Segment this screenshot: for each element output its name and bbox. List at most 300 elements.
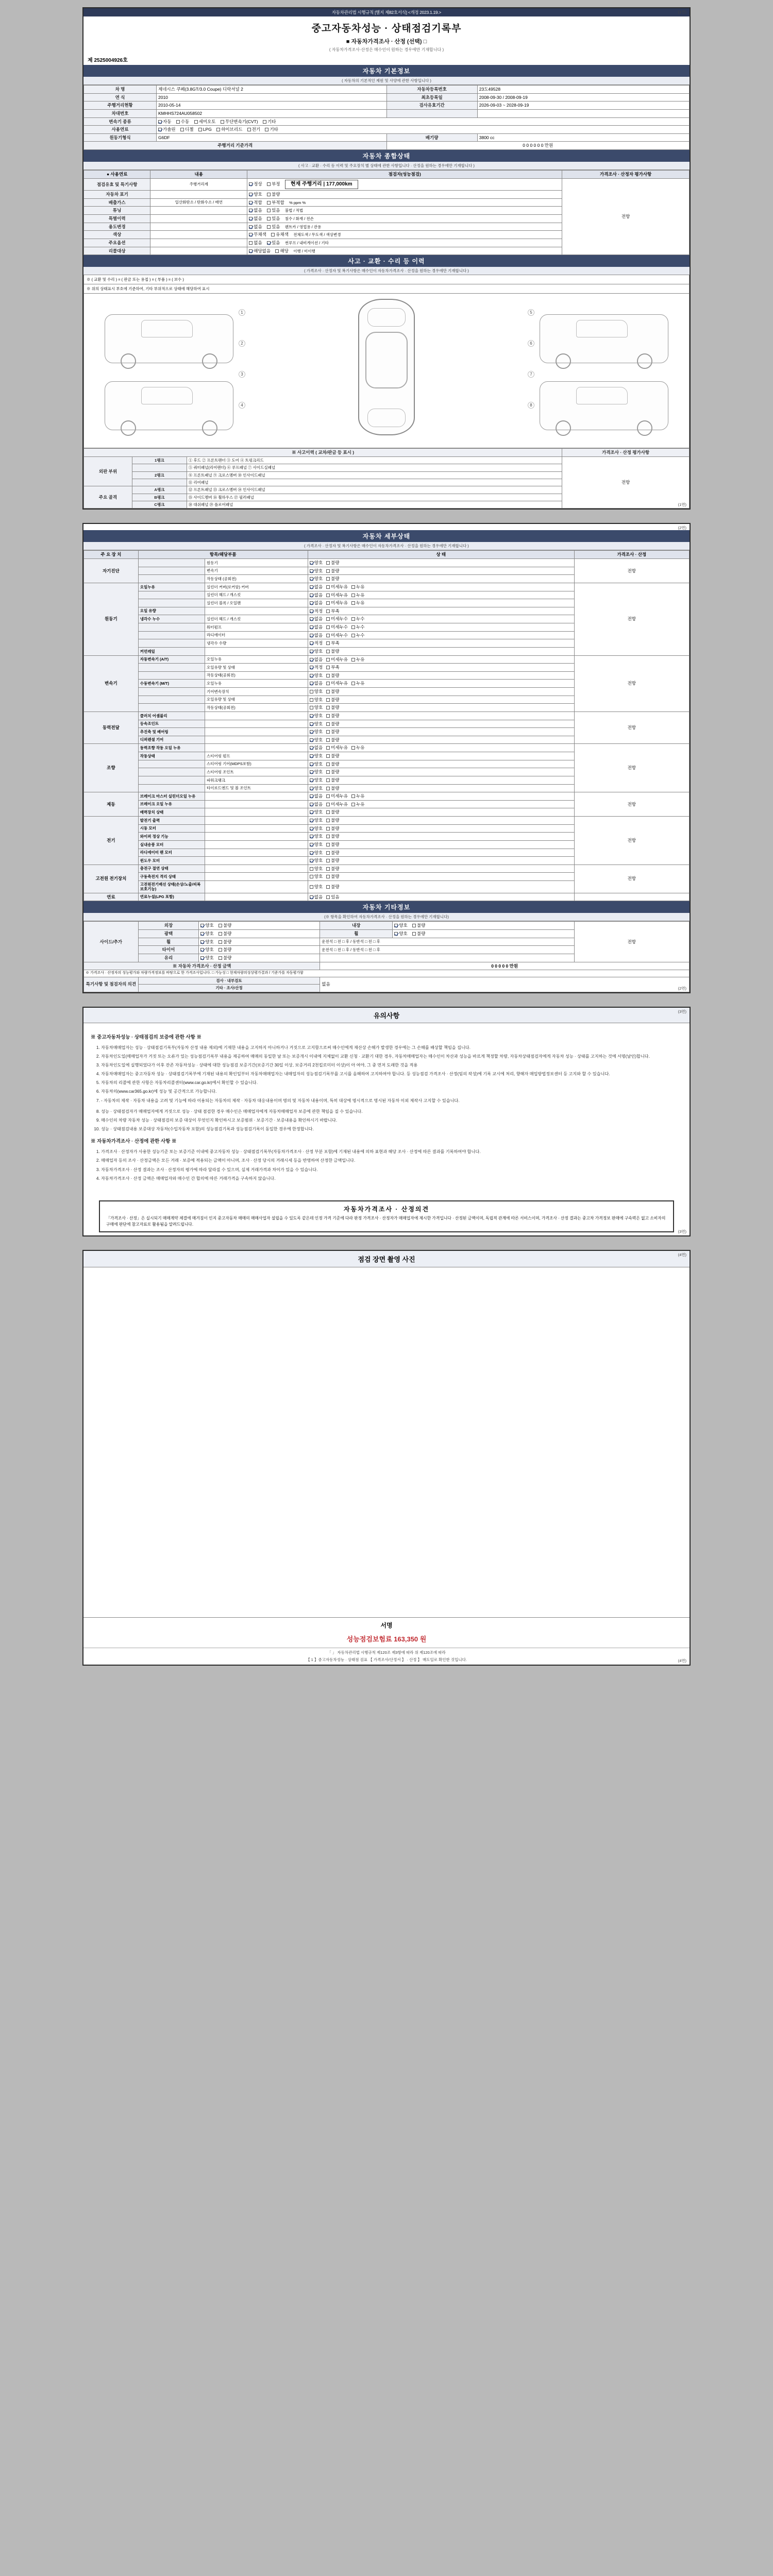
checkbox-icon[interactable] bbox=[326, 895, 330, 899]
checkbox-icon[interactable] bbox=[310, 601, 313, 605]
history-yes[interactable] bbox=[267, 216, 280, 222]
overall-row-2-opts[interactable] bbox=[247, 198, 562, 207]
checkbox-icon[interactable] bbox=[310, 625, 313, 629]
detail-opt-1-6-1[interactable] bbox=[326, 633, 348, 638]
detail-opt-5-1-2[interactable] bbox=[351, 802, 364, 807]
vin-ok[interactable] bbox=[249, 192, 262, 197]
detail-opt-8-0-1[interactable] bbox=[326, 894, 339, 900]
polish-bad[interactable] bbox=[219, 931, 231, 937]
checkbox-icon[interactable] bbox=[310, 827, 313, 831]
checkbox-icon[interactable] bbox=[326, 770, 330, 774]
checkbox-icon[interactable] bbox=[326, 754, 330, 758]
detail-opt-1-6-2[interactable] bbox=[351, 633, 364, 638]
checkbox-icon[interactable] bbox=[326, 875, 330, 878]
checkbox-icon[interactable] bbox=[351, 803, 355, 806]
detail-item-5-0-label: 브레이크 마스터 실린더오일 누유 bbox=[138, 792, 205, 801]
detail-item-2-6-options[interactable] bbox=[308, 704, 574, 712]
detail-item-7-2-options[interactable] bbox=[308, 881, 574, 893]
interior-ok[interactable] bbox=[394, 923, 407, 928]
checkbox-icon[interactable] bbox=[310, 843, 313, 846]
detail-opt-1-3-1[interactable] bbox=[326, 608, 339, 614]
detail-opt-0-0-0[interactable] bbox=[310, 560, 323, 566]
detail-item-2-1-options[interactable] bbox=[308, 664, 574, 672]
exterior-ok[interactable] bbox=[200, 923, 213, 928]
detail-item-3-1-options[interactable] bbox=[308, 720, 574, 728]
checkbox-icon[interactable] bbox=[351, 617, 355, 621]
detail-opt-1-5-0[interactable] bbox=[310, 624, 323, 630]
checkbox-icon[interactable] bbox=[310, 885, 313, 889]
checkbox-icon[interactable] bbox=[351, 746, 355, 750]
detail-opt-1-1-2[interactable] bbox=[351, 592, 364, 598]
checkbox-icon[interactable] bbox=[326, 585, 330, 589]
odo-normal[interactable] bbox=[249, 181, 262, 187]
interior-bad[interactable] bbox=[412, 923, 425, 928]
checkbox-icon[interactable] bbox=[326, 762, 330, 766]
detail-item-6-1-options[interactable] bbox=[308, 824, 574, 833]
checkbox-icon[interactable] bbox=[326, 738, 330, 742]
checkbox-icon[interactable] bbox=[326, 778, 330, 782]
usage-yes[interactable] bbox=[267, 224, 280, 230]
detail-opt-4-5-0[interactable] bbox=[310, 786, 323, 791]
detail-item-4-3-options[interactable] bbox=[308, 768, 574, 776]
other-row-0-opts2[interactable] bbox=[393, 922, 575, 930]
checkbox-icon[interactable] bbox=[310, 706, 313, 709]
detail-item-4-0-options[interactable] bbox=[308, 744, 574, 752]
color-achromatic[interactable] bbox=[249, 232, 266, 238]
detail-opt-5-0-2[interactable] bbox=[351, 793, 364, 799]
checkbox-icon[interactable] bbox=[326, 561, 330, 565]
detail-item-4-1-options[interactable] bbox=[308, 752, 574, 760]
detail-opt-5-1-1[interactable] bbox=[326, 802, 348, 807]
checkbox-icon[interactable] bbox=[310, 698, 313, 702]
checkbox-icon[interactable] bbox=[326, 722, 330, 726]
checkbox-icon[interactable] bbox=[326, 851, 330, 855]
transmission-opt-auto[interactable] bbox=[158, 119, 171, 125]
detail-opt-1-0-1[interactable] bbox=[326, 584, 348, 590]
checkbox-icon[interactable] bbox=[310, 650, 313, 653]
detail-opt-7-0-0[interactable] bbox=[310, 866, 323, 872]
detail-opt-1-4-2[interactable] bbox=[351, 616, 364, 622]
checkbox-icon[interactable] bbox=[326, 819, 330, 822]
checkbox-icon[interactable] bbox=[310, 778, 313, 782]
checkbox-icon[interactable] bbox=[310, 738, 313, 742]
checkbox-icon[interactable] bbox=[326, 843, 330, 846]
checkbox-icon[interactable] bbox=[326, 594, 330, 597]
other-row-4-opts[interactable] bbox=[199, 954, 320, 962]
checkbox-icon[interactable] bbox=[326, 609, 330, 613]
checkbox-icon[interactable] bbox=[326, 706, 330, 709]
detail-item-0-1-options[interactable] bbox=[308, 567, 574, 575]
checkbox-icon[interactable] bbox=[326, 569, 330, 573]
other-row-0-opts[interactable] bbox=[199, 922, 320, 930]
detail-item-2-4-options[interactable] bbox=[308, 688, 574, 696]
tuning-none[interactable] bbox=[249, 208, 262, 213]
overall-row-8-opts[interactable] bbox=[247, 247, 562, 255]
detail-opt-5-0-0[interactable] bbox=[310, 793, 323, 799]
detail-opt-4-1-0[interactable] bbox=[310, 753, 323, 759]
fuel-options[interactable] bbox=[157, 126, 690, 134]
checkbox-icon[interactable] bbox=[310, 895, 313, 899]
checkbox-icon[interactable] bbox=[326, 682, 330, 685]
detail-opt-4-0-2[interactable] bbox=[351, 745, 364, 751]
detail-item-4-2-options[interactable] bbox=[308, 760, 574, 768]
option-yes[interactable] bbox=[267, 240, 280, 246]
basic-label-3: 차대번호 bbox=[84, 109, 157, 117]
detail-item-4-5-options[interactable] bbox=[308, 784, 574, 792]
checkbox-icon[interactable] bbox=[310, 819, 313, 822]
exterior-bad[interactable] bbox=[219, 923, 231, 928]
detail-opt-1-0-0[interactable] bbox=[310, 584, 323, 590]
checkbox-icon[interactable] bbox=[326, 625, 330, 629]
checkbox-icon[interactable] bbox=[326, 794, 330, 798]
checkbox-icon[interactable] bbox=[310, 803, 313, 806]
detail-opt-1-6-0[interactable] bbox=[310, 633, 323, 638]
detail-item-1-5-options[interactable] bbox=[308, 623, 574, 632]
detail-opt-2-6-1[interactable] bbox=[326, 705, 339, 710]
color-chromatic[interactable] bbox=[271, 232, 289, 238]
detail-opt-2-4-0[interactable] bbox=[310, 689, 323, 694]
detail-opt-2-4-1[interactable] bbox=[326, 689, 339, 694]
tuning-yes-label: 있음 bbox=[272, 208, 280, 213]
detail-opt-5-1-0[interactable] bbox=[310, 802, 323, 807]
detail-item-6-4-options[interactable] bbox=[308, 849, 574, 857]
checkbox-icon[interactable] bbox=[310, 746, 313, 750]
detail-item-1-2-options[interactable] bbox=[308, 599, 574, 607]
detail-item-2-3-options[interactable] bbox=[308, 680, 574, 688]
checkbox-icon[interactable] bbox=[326, 746, 330, 750]
car-damage-diagram[interactable] bbox=[83, 294, 690, 448]
detail-opt-3-2-1[interactable] bbox=[326, 729, 339, 735]
detail-opt-5-2-1[interactable] bbox=[326, 809, 339, 815]
detail-opt-4-2-1[interactable] bbox=[326, 761, 339, 767]
checkbox-icon[interactable] bbox=[310, 851, 313, 855]
checkbox-icon[interactable] bbox=[310, 634, 313, 637]
checkbox-icon[interactable] bbox=[326, 810, 330, 814]
tire-bad[interactable] bbox=[219, 947, 231, 953]
checkbox-icon[interactable] bbox=[310, 641, 313, 645]
other-row-1-opts2[interactable] bbox=[393, 930, 575, 938]
checkbox-icon[interactable] bbox=[310, 754, 313, 758]
detail-opt-7-0-1[interactable] bbox=[326, 866, 339, 872]
checkbox-icon[interactable] bbox=[310, 859, 313, 862]
detail-opt-2-0-0[interactable] bbox=[310, 657, 323, 663]
detail-opt-7-2-1[interactable] bbox=[326, 884, 339, 890]
detail-opt-5-0-1[interactable] bbox=[326, 793, 348, 799]
overall-row-5-opts[interactable] bbox=[247, 223, 562, 231]
detail-opt-1-7-0[interactable] bbox=[310, 640, 323, 646]
detail-opt-2-3-1[interactable] bbox=[326, 681, 348, 686]
checkbox-icon[interactable] bbox=[310, 810, 313, 814]
detail-opt-2-6-0[interactable] bbox=[310, 705, 323, 710]
checkbox-icon[interactable] bbox=[326, 714, 330, 718]
checkbox-icon[interactable] bbox=[326, 650, 330, 653]
transmission-opt-cvt[interactable] bbox=[221, 119, 258, 125]
detail-item-1-0-options[interactable] bbox=[308, 583, 574, 591]
detail-opt-2-2-0[interactable] bbox=[310, 673, 323, 679]
fuel-opt-diesel[interactable] bbox=[180, 127, 193, 132]
detail-opt-label: 양호 bbox=[314, 809, 323, 815]
detail-item-6-2-options[interactable] bbox=[308, 833, 574, 841]
checkbox-icon[interactable] bbox=[310, 722, 313, 726]
detail-opt-0-1-1[interactable] bbox=[326, 568, 339, 574]
other-row-2-opts[interactable] bbox=[199, 938, 320, 946]
checkbox-icon[interactable] bbox=[310, 682, 313, 685]
other-row-3-opts[interactable] bbox=[199, 946, 320, 954]
detail-opt-1-7-1[interactable] bbox=[326, 640, 339, 646]
detail-item-3-3-options[interactable] bbox=[308, 736, 574, 744]
wheel2-ok[interactable] bbox=[394, 931, 407, 937]
detail-item-5-0-options[interactable] bbox=[308, 792, 574, 801]
detail-opt-6-4-1[interactable] bbox=[326, 850, 339, 856]
detail-opt-4-4-1[interactable] bbox=[326, 777, 339, 783]
detail-item-2-0-options[interactable] bbox=[308, 655, 574, 664]
detail-opt-4-4-0[interactable] bbox=[310, 777, 323, 783]
detail-opt-2-5-1[interactable] bbox=[326, 697, 339, 703]
overall-row-3-opts[interactable] bbox=[247, 207, 562, 215]
checkbox-icon[interactable] bbox=[326, 674, 330, 677]
checkbox-icon[interactable] bbox=[351, 585, 355, 589]
checkbox-icon[interactable] bbox=[326, 867, 330, 871]
overall-row-1-opts[interactable] bbox=[247, 191, 562, 199]
detail-item-0-2-options[interactable] bbox=[308, 575, 574, 583]
checkbox-icon[interactable] bbox=[310, 835, 313, 838]
detail-opt-1-8-0[interactable] bbox=[310, 649, 323, 654]
checkbox-icon[interactable] bbox=[326, 577, 330, 581]
checkbox-icon[interactable] bbox=[310, 609, 313, 613]
checkbox-icon[interactable] bbox=[310, 577, 313, 581]
checkbox-icon[interactable] bbox=[326, 617, 330, 621]
detail-opt-6-1-0[interactable] bbox=[310, 826, 323, 832]
usage-none[interactable] bbox=[249, 224, 262, 230]
detail-opt-1-2-0[interactable] bbox=[310, 600, 323, 606]
detail-opt-1-8-1[interactable] bbox=[326, 649, 339, 654]
checkbox-icon[interactable] bbox=[351, 658, 355, 662]
checkbox-icon[interactable] bbox=[351, 601, 355, 605]
detail-opt-4-2-0[interactable] bbox=[310, 761, 323, 767]
detail-opt-1-3-0[interactable] bbox=[310, 608, 323, 614]
recall-na[interactable] bbox=[249, 248, 271, 254]
detail-item-3-2-options[interactable] bbox=[308, 728, 574, 736]
detail-opt-0-2-0[interactable] bbox=[310, 576, 323, 582]
checkbox-icon[interactable] bbox=[310, 787, 313, 790]
fuel-opt-hybrid[interactable] bbox=[216, 127, 242, 132]
detail-item-1-7-options[interactable] bbox=[308, 639, 574, 648]
detail-opt-2-0-2[interactable] bbox=[351, 657, 364, 663]
detail-item-1-3-options[interactable] bbox=[308, 607, 574, 615]
detail-opt-1-2-1[interactable] bbox=[326, 600, 348, 606]
detail-opt-7-2-0[interactable] bbox=[310, 884, 323, 890]
checkbox-icon[interactable] bbox=[326, 601, 330, 605]
tire-ok[interactable] bbox=[200, 947, 213, 953]
detail-opt-2-1-1[interactable] bbox=[326, 665, 339, 670]
detail-opt-4-3-1[interactable] bbox=[326, 769, 339, 775]
detail-opt-1-5-1[interactable] bbox=[326, 624, 348, 630]
checkbox-icon[interactable] bbox=[326, 658, 330, 662]
detail-opt-6-5-0[interactable] bbox=[310, 858, 323, 863]
detail-item-6-3-options[interactable] bbox=[308, 840, 574, 849]
detail-opt-1-5-2[interactable] bbox=[351, 624, 364, 630]
checkbox-icon[interactable] bbox=[326, 787, 330, 790]
glass-ok[interactable] bbox=[200, 955, 213, 961]
checkbox-icon[interactable] bbox=[310, 875, 313, 878]
detail-item-1-6-options[interactable] bbox=[308, 631, 574, 639]
detail-item-7-1-options[interactable] bbox=[308, 873, 574, 881]
checkbox-icon[interactable] bbox=[326, 835, 330, 838]
checkbox-icon[interactable] bbox=[326, 827, 330, 831]
detail-opt-2-0-1[interactable] bbox=[326, 657, 348, 663]
checkbox-icon[interactable] bbox=[351, 634, 355, 637]
detail-opt-1-2-2[interactable] bbox=[351, 600, 364, 606]
checkbox-icon[interactable] bbox=[351, 625, 355, 629]
checkbox-icon[interactable] bbox=[310, 617, 313, 621]
checkbox-icon[interactable] bbox=[310, 585, 313, 589]
checkbox-icon[interactable] bbox=[310, 690, 313, 693]
detail-opt-1-0-2[interactable] bbox=[351, 584, 364, 590]
checkbox-icon[interactable] bbox=[351, 682, 355, 685]
checkbox-icon[interactable] bbox=[326, 641, 330, 645]
checkbox-icon[interactable] bbox=[326, 690, 330, 693]
detail-opt-2-3-2[interactable] bbox=[351, 681, 364, 686]
detail-item-7-0-options[interactable] bbox=[308, 865, 574, 873]
detail-opt-1-1-1[interactable] bbox=[326, 592, 348, 598]
detail-opt-6-0-0[interactable] bbox=[310, 818, 323, 823]
checkbox-icon[interactable] bbox=[310, 714, 313, 718]
detail-item-1-8-options[interactable] bbox=[308, 647, 574, 655]
detail-opt-6-2-1[interactable] bbox=[326, 834, 339, 839]
vin-bad[interactable] bbox=[267, 192, 280, 197]
detail-opt-4-5-1[interactable] bbox=[326, 786, 339, 791]
detail-item-6-5-options[interactable] bbox=[308, 857, 574, 865]
checkbox-icon[interactable] bbox=[326, 803, 330, 806]
detail-item-8-0-options[interactable] bbox=[308, 893, 574, 901]
transmission-opt-other[interactable] bbox=[263, 119, 276, 125]
detail-opt-8-0-0[interactable] bbox=[310, 894, 323, 900]
checkbox-icon[interactable] bbox=[326, 859, 330, 862]
detail-item-5-1-options[interactable] bbox=[308, 800, 574, 808]
recall-yes[interactable] bbox=[275, 248, 288, 254]
checkbox-icon[interactable] bbox=[310, 561, 313, 565]
detail-item-6-0-options[interactable] bbox=[308, 817, 574, 825]
fuel-opt-electric[interactable] bbox=[247, 127, 260, 132]
detail-opt-3-3-1[interactable] bbox=[326, 737, 339, 743]
detail-opt-6-4-0[interactable] bbox=[310, 850, 323, 856]
checkbox-icon[interactable] bbox=[310, 594, 313, 597]
detail-opt-0-0-1[interactable] bbox=[326, 560, 339, 566]
checkbox-icon[interactable] bbox=[326, 698, 330, 702]
odo-abnormal[interactable] bbox=[267, 181, 280, 187]
checkbox-icon[interactable] bbox=[326, 730, 330, 734]
option-none[interactable] bbox=[249, 240, 262, 246]
detail-opt-5-2-0[interactable] bbox=[310, 809, 323, 815]
detail-opt-0-1-0[interactable] bbox=[310, 568, 323, 574]
checkbox-icon[interactable] bbox=[310, 730, 313, 734]
detail-opt-3-2-0[interactable] bbox=[310, 729, 323, 735]
overall-row-0-opts[interactable] bbox=[247, 178, 562, 191]
detail-item-2-2-options[interactable] bbox=[308, 671, 574, 680]
detail-item-3-0-options[interactable] bbox=[308, 711, 574, 720]
fuel-opt-lpg[interactable] bbox=[198, 127, 212, 132]
detail-opt-2-3-0[interactable] bbox=[310, 681, 323, 686]
detail-opt-6-3-1[interactable] bbox=[326, 842, 339, 848]
detail-opt-0-2-1[interactable] bbox=[326, 576, 339, 582]
wheel2-bad[interactable] bbox=[412, 931, 425, 937]
other-row-4-mid bbox=[320, 954, 575, 962]
detail-opt-7-1-0[interactable] bbox=[310, 874, 323, 879]
transmission-opt-manual[interactable] bbox=[176, 119, 189, 125]
detail-opt-3-1-0[interactable] bbox=[310, 721, 323, 727]
detail-opt-2-5-0[interactable] bbox=[310, 697, 323, 703]
detail-opt-3-1-1[interactable] bbox=[326, 721, 339, 727]
checkbox-icon[interactable] bbox=[351, 794, 355, 798]
detail-opt-1-1-0[interactable] bbox=[310, 592, 323, 598]
wheel-bad[interactable] bbox=[219, 939, 231, 945]
emission-bad[interactable] bbox=[267, 200, 284, 206]
checkbox-icon[interactable] bbox=[326, 666, 330, 669]
overall-row-7-opts[interactable] bbox=[247, 239, 562, 247]
detail-item-1-4-options[interactable] bbox=[308, 615, 574, 623]
checkbox-icon[interactable] bbox=[310, 794, 313, 798]
detail-item-5-2-options[interactable] bbox=[308, 808, 574, 817]
checkbox-icon[interactable] bbox=[310, 867, 313, 871]
glass-bad[interactable] bbox=[219, 955, 231, 961]
detail-opt-2-2-1[interactable] bbox=[326, 673, 339, 679]
checkbox-icon[interactable] bbox=[326, 885, 330, 889]
detail-opt-6-5-1[interactable] bbox=[326, 858, 339, 863]
detail-opt-3-0-1[interactable] bbox=[326, 713, 339, 719]
detail-opt-1-4-1[interactable] bbox=[326, 616, 348, 622]
detail-opt-7-1-1[interactable] bbox=[326, 874, 339, 879]
detail-opt-3-0-0[interactable] bbox=[310, 713, 323, 719]
detail-opt-4-1-1[interactable] bbox=[326, 753, 339, 759]
detail-item-0-0-options[interactable] bbox=[308, 559, 574, 567]
detail-opt-1-4-0[interactable] bbox=[310, 616, 323, 622]
checkbox-icon[interactable] bbox=[310, 674, 313, 677]
checkbox-icon[interactable] bbox=[326, 634, 330, 637]
checkbox-icon[interactable] bbox=[310, 666, 313, 669]
detail-opt-6-1-1[interactable] bbox=[326, 826, 339, 832]
transmission-opt-semi[interactable] bbox=[194, 119, 216, 125]
checkbox-icon[interactable] bbox=[310, 658, 313, 662]
detail-opt-2-1-0[interactable] bbox=[310, 665, 323, 670]
detail-opt-6-3-0[interactable] bbox=[310, 842, 323, 848]
history-none[interactable] bbox=[249, 216, 262, 222]
overall-row-4-opts[interactable] bbox=[247, 215, 562, 223]
checkbox-icon[interactable] bbox=[310, 762, 313, 766]
tuning-yes[interactable] bbox=[267, 208, 280, 213]
emission-ok[interactable] bbox=[249, 200, 262, 206]
checkbox-icon[interactable] bbox=[351, 594, 355, 597]
detail-opt-3-3-0[interactable] bbox=[310, 737, 323, 743]
detail-opt-6-2-0[interactable] bbox=[310, 834, 323, 839]
checkbox-icon[interactable] bbox=[310, 770, 313, 774]
other-row-1-opts[interactable] bbox=[199, 930, 320, 938]
detail-opt-6-0-1[interactable] bbox=[326, 818, 339, 823]
detail-item-2-5-options[interactable] bbox=[308, 696, 574, 704]
checkbox-icon[interactable] bbox=[310, 569, 313, 573]
detail-opt-4-3-0[interactable] bbox=[310, 769, 323, 775]
wheel-ok[interactable] bbox=[200, 939, 213, 945]
fuel-opt-other[interactable] bbox=[265, 127, 278, 132]
detail-opt-4-0-0[interactable] bbox=[310, 745, 323, 751]
fuel-opt-gasoline[interactable] bbox=[158, 127, 176, 132]
polish-ok[interactable] bbox=[200, 931, 213, 937]
detail-item-4-4-options[interactable] bbox=[308, 776, 574, 784]
overall-row-6-opts[interactable] bbox=[247, 231, 562, 239]
detail-item-1-1-options[interactable] bbox=[308, 591, 574, 599]
photo-placeholder-area[interactable] bbox=[83, 1267, 690, 1618]
transmission-options[interactable] bbox=[157, 117, 690, 126]
detail-opt-4-0-1[interactable] bbox=[326, 745, 348, 751]
